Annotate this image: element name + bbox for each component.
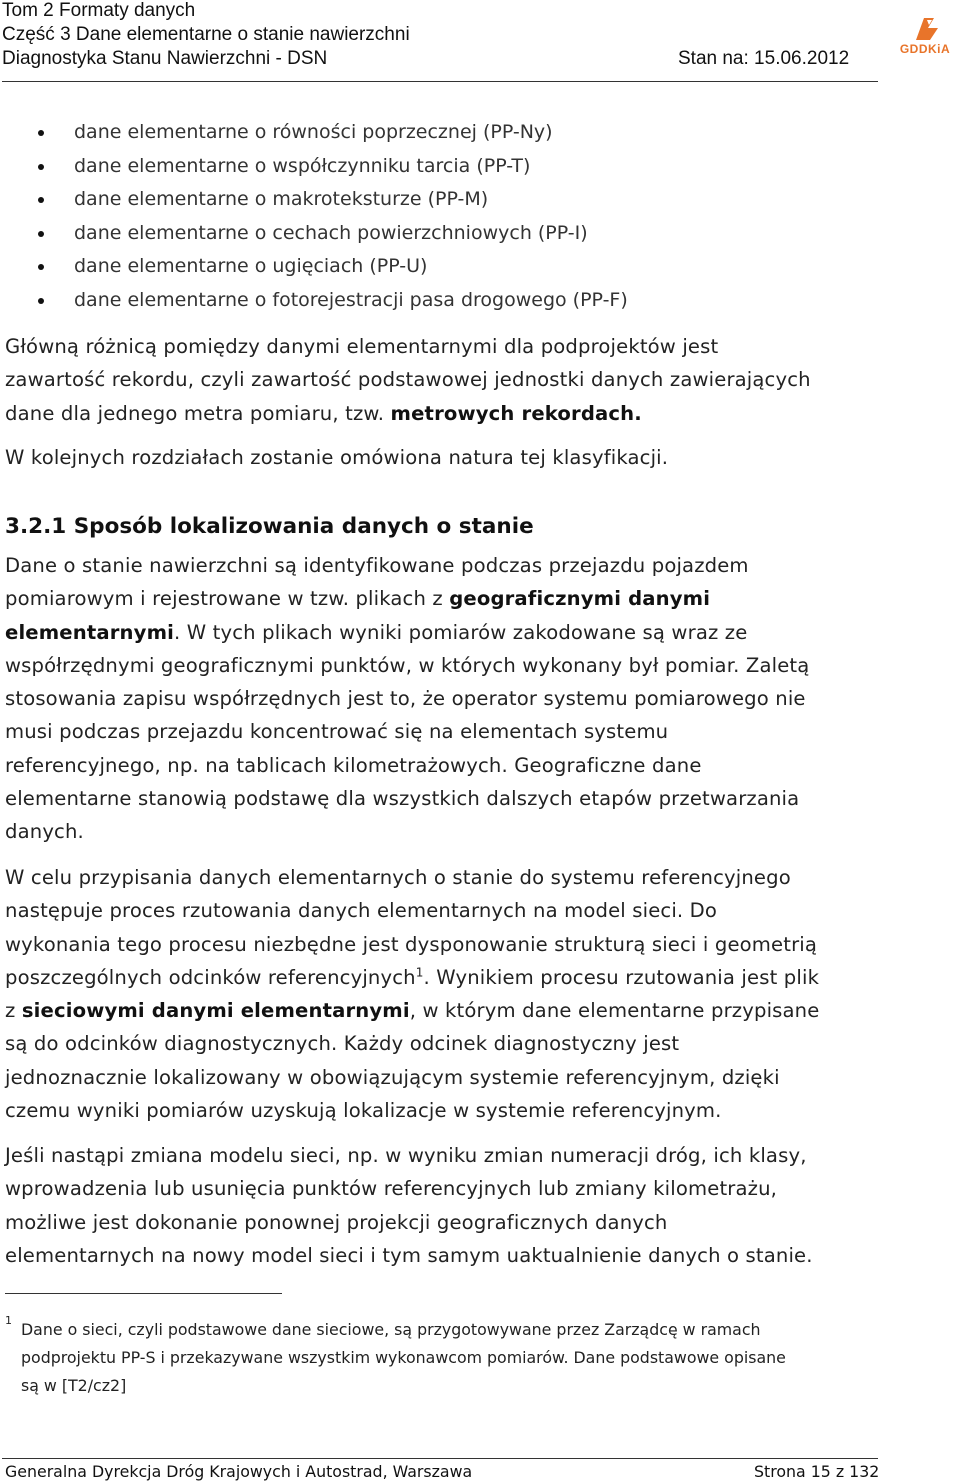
paragraph-model-change: Jeśli nastąpi zmiana modelu sieci, np. w wyniku zmian numeracji dróg, ich klasy, wprowadzenia lub usunięcia punktów referencyjnych lub zmiany kilometrażu, możliwe jest dokonanie ponownej projekcji geograficznych danych elementarnych na nowy model sieci i tym samym uaktualnienie danych o stanie. [5,1144,813,1267]
list-item: dane elementarne o ugięciach (PP-U) [0,250,628,284]
term-sieciowe-dane: sieciowymi danymi elementarnymi [21,999,410,1023]
header-part: Część 3 Dane elementarne o stanie nawierzchni [2,24,410,45]
gddkia-logo [894,14,956,60]
bullet-icon [38,264,44,270]
paragraph-localization: Dane o stanie nawierzchni są identyfikowane podczas przejazdu pojazdem pomiarowym i rejestrowane w tzw. plikach z geograficznymi danymi elementarnymi. W tych plikach wyniki pomiarów zakodowane są wraz ze współrzędnymi geograficznymi punktów, w których wykonany był pomiar. Zaletą stosowania zapisu współrzędnych jest to, że operator systemu pomiarowego nie musi podczas przejazdu koncentrować się na elementach systemu referencyjnego, np. na tablicach kilometrażowych. Geograficzne dane elementarne stanowią podstawę dla wszystkich dalszych etapów przetwarzania danych. [5,554,810,844]
header-system: Diagnostyka Stanu Nawierzchni - DSN [2,48,328,69]
list-item: dane elementarne o fotorejestracji pasa drogowego (PP-F) [0,284,628,318]
header-volume: Tom 2 Formaty danych [2,0,196,21]
term-elementarne: elementarnymi [5,620,175,644]
list-item: dane elementarne o makroteksturze (PP-M) [0,183,628,217]
data-types-list [0,116,628,317]
page-header [2,0,960,86]
footnote [5,1316,885,1400]
bullet-icon [38,298,44,304]
footer-divider [2,1458,878,1459]
list-item: dane elementarne o równości poprzecznej (PP-Ny) [0,116,628,150]
bullet-icon [38,197,44,203]
gddkia-emblem-icon [894,14,956,44]
page-number: Strona 15 z 132 [754,1462,880,1481]
footer-organization: Generalna Dyrekcja Dróg Krajowych i Autostrad, Warszawa [5,1462,473,1481]
list-item: dane elementarne o współczynniku tarcia (PP-T) [0,150,628,184]
paragraph-projection: W celu przypisania danych elementarnych o stanie do systemu referencyjnego następuje proces rzutowania danych elementarnych na model sieci. Do wykonania tego procesu niezbędne jest dysponowanie strukturą sieci i geometrią poszczególnych odcinków referencyjnych$^1$. Wynikiem procesu rzutowania jest plik z sieciowymi danymi elementarnymi, w którym dane elementarne przypisane są do odcinków diagnostycznych. Każdy odcinek diagnostyczny jest jednoznacznie lokalizowany w obowiązującym systemie referencyjnym, dzięki czemu wyniki pomiarów uzyskują lokalizacje w systemie referencyjnym. [5,866,820,1123]
footnote-reference[interactable]: 1 [415,965,424,980]
footnote-line: są w [T2/cz2] [21,1376,127,1395]
header-date: Stan na: 15.06.2012 [678,48,850,69]
footnote-divider [5,1293,282,1294]
list-item: dane elementarne o cechach powierzchniowych (PP-I) [0,217,628,251]
paragraph-record-difference: Główną różnicą pomiędzy danymi elementarnymi dla podprojektów jest zawartość rekordu, czyli zawartość podstawowej jednostki danych zawierających dane dla jednego metra pomiaru, tzw. metrowych rekordach. [5,335,811,425]
footnote-line: Dane o sieci, czyli podstawowe dane sieciowe, są przygotowywane przez Zarządcę w ramach [21,1320,761,1339]
section-heading: 3.2.1 Sposób lokalizowania danych o stanie [5,514,534,539]
term-metrowe-rekordy: metrowych rekordach. [390,401,642,425]
footnote-line: podprojektu PP-S i przekazywane wszystkim wykonawcom pomiarów. Dane podstawowe opisane [21,1348,786,1367]
bullet-icon [38,231,44,237]
logo-text: GDDKiA [899,42,951,56]
bullet-icon [38,164,44,170]
bullet-icon [38,130,44,136]
header-divider [2,81,878,82]
term-geograficzne-dane: geograficznymi danymi [449,587,711,611]
paragraph-next-chapters: W kolejnych rozdziałach zostanie omówiona natura tej klasyfikacji. [5,446,669,469]
footnote-number: 1 [5,1314,12,1327]
